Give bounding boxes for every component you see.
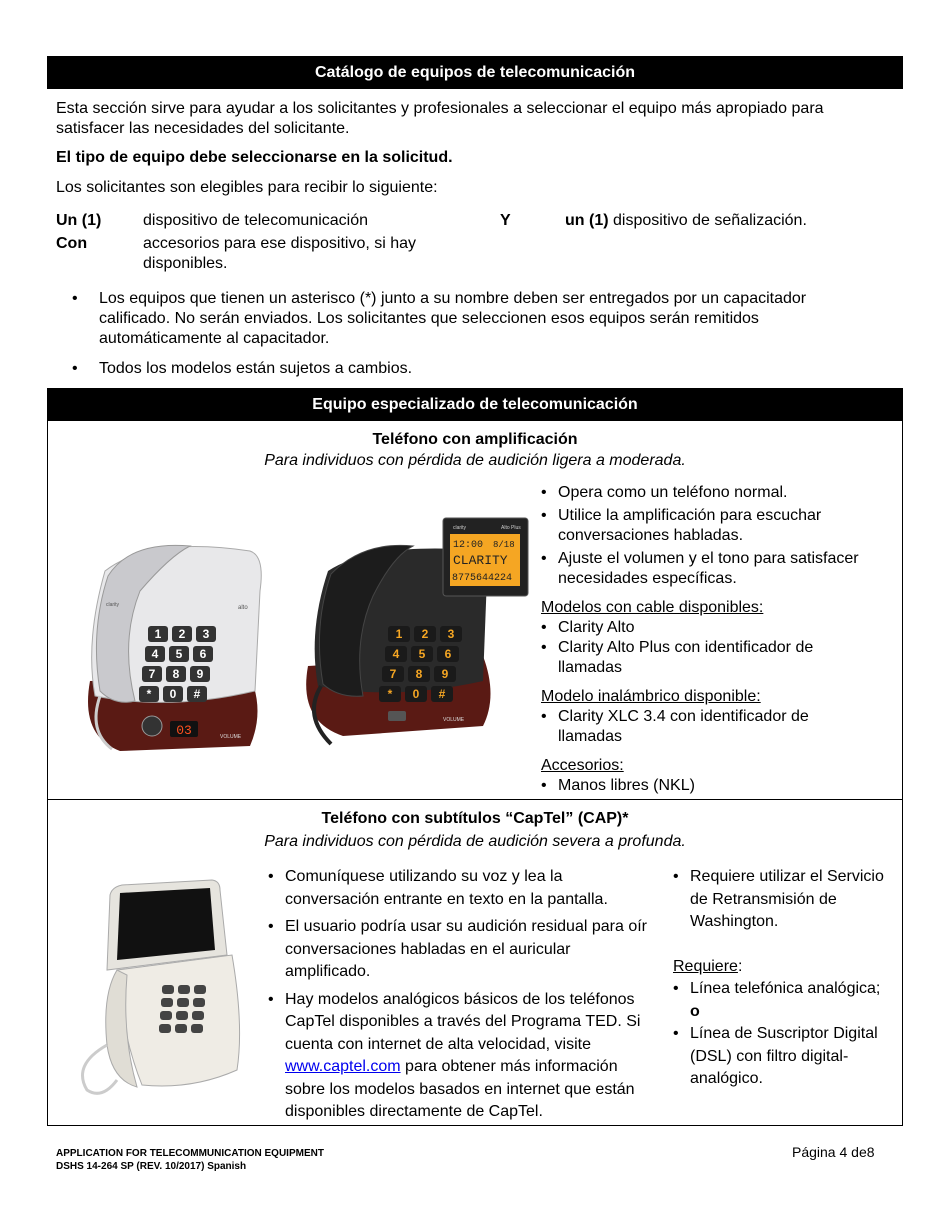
corded-heading: Modelos con cable disponibles:: [541, 599, 764, 616]
phone1-brand: clarity: [106, 602, 120, 608]
cordless-item: • Clarity XLC 3.4 con identificador de llamadas: [541, 707, 861, 747]
row1-label: Un (1): [56, 212, 102, 229]
catalog-title: Catálogo de equipos de telecomunicación: [47, 56, 903, 89]
keypad-key: [178, 985, 190, 994]
captel-phone-image: [62, 875, 262, 1100]
keypad-key: [161, 998, 173, 1007]
keypad-key-label: 3: [202, 627, 210, 641]
phone1-display: 03: [176, 723, 192, 738]
requirement-or: o: [690, 1002, 700, 1020]
captel-feature-item: • Comuníquese utilizando su voz y lea la conversación entrante en texto en la pantalla.: [268, 866, 658, 911]
intro-description: Esta sección sirve para ayudar a los solicitantes y profesionales a seleccionar el equipo más apropiado para satisfacer las necesidades del solicitante.: [56, 100, 824, 137]
keypad-key-label: 2: [421, 627, 429, 641]
footer-form-name: APPLICATION FOR TELECOMMUNICATION EQUIPMENT: [56, 1148, 324, 1159]
requirement-item: • Línea telefónica analógica; o: [673, 978, 898, 1023]
clarity-alto-phone-image: [60, 531, 275, 761]
keypad-key-label: 0: [169, 687, 177, 701]
keypad-key: [177, 998, 189, 1007]
keypad-key-label: #: [438, 687, 446, 701]
keypad-key: [192, 1011, 204, 1020]
phone2-lcd-number: 8775644224: [452, 573, 513, 584]
row2-text: accesorios para ese dispositivo, si hay disponibles.: [143, 235, 417, 272]
keypad-key: [162, 985, 174, 994]
keypad-key-label: *: [146, 687, 152, 701]
intro-bullet: • Los equipos que tienen un asterisco (*) junto a su nombre deben ser entregados por un capacitador calificado. No serán enviados. Los solicitantes que seleccionen esos equipos serán remitidos automáticamente al capacitador.: [72, 290, 807, 347]
phone1-volume-label: VOLUME: [220, 734, 242, 740]
captel-title: Teléfono con subtítulos “CapTel” (CAP)*: [321, 810, 629, 827]
requires-heading: Requiere: [673, 957, 738, 975]
keypad-key-label: 6: [199, 647, 207, 661]
captel-section: [47, 799, 903, 1126]
requires-heading-wrap: Requiere:: [673, 957, 743, 975]
row1-right-text: dispositivo de señalización.: [613, 212, 807, 229]
amplified-phone-section: [47, 421, 903, 800]
relay-requirement: • Requiere utilizar el Servicio de Retransmisión de Washington.: [673, 866, 898, 934]
intro-bullet: • Todos los modelos están sujetos a cambios.: [72, 360, 413, 377]
intro-must-select: El tipo de equipo debe seleccionarse en la solicitud.: [56, 149, 453, 166]
keypad-key-label: 7: [389, 667, 397, 681]
keypad-key-label: *: [387, 687, 393, 701]
row2-label: Con: [56, 235, 88, 252]
corded-item: • Clarity Alto: [541, 618, 861, 638]
row1-right: [565, 211, 807, 231]
keypad-key: [176, 1011, 188, 1020]
intro-bullets: [72, 289, 872, 379]
row1-and: Y: [500, 212, 511, 229]
phone2-lcd-date: 8/18: [493, 540, 515, 550]
feature-item: • Ajuste el volumen y el tono para satisfacer necesidades específicas.: [541, 549, 861, 589]
feature-item: • Utilice la amplificación para escuchar conversaciones habladas.: [541, 506, 861, 546]
feature-item: • Opera como un teléfono normal.: [541, 483, 861, 503]
keypad-key-label: 4: [151, 647, 159, 661]
amplified-details: [541, 483, 861, 796]
accessories-list: [541, 776, 861, 796]
keypad-key-label: 6: [444, 647, 452, 661]
keypad-key-label: 1: [395, 627, 403, 641]
phone2-lcd-name: CLARITY: [453, 553, 508, 568]
corded-item: • Clarity Alto Plus con identificador de llamadas: [541, 638, 861, 678]
keypad-key-label: 7: [148, 667, 156, 681]
row1-right-bold: un (1): [565, 212, 609, 229]
section-title: Equipo especializado de telecomunicación: [47, 388, 903, 421]
corded-list: [541, 618, 861, 678]
amplified-subtitle: Para individuos con pérdida de audición ligera a moderada.: [264, 452, 686, 469]
accessory-item: • Manos libres (NKL): [541, 776, 861, 796]
phone2-lcd-time: 12:00: [453, 540, 484, 551]
phone2-volume-label: VOLUME: [443, 717, 465, 723]
captel-website-link[interactable]: www.captel.com: [285, 1058, 401, 1075]
cordless-list: [541, 707, 861, 747]
footer-form-number: DSHS 14-264 SP (REV. 10/2017) Spanish: [56, 1161, 247, 1172]
keypad-key: [194, 985, 206, 994]
captel-feature-item: • Hay modelos analógicos básicos de los teléfonos CapTel disponibles a través del Programa TED. Si cuenta con internet de alta velocidad, visite www.captel.com para obtener más información sobre los modelos basados en internet que están disponibles directamente de CapTel.: [268, 989, 658, 1124]
keypad-key-label: 8: [172, 667, 180, 681]
captel-subtitle: Para individuos con pérdida de audición severa a profunda.: [264, 833, 686, 850]
phone2-model: Alto Plus: [501, 525, 521, 531]
accessories-heading: Accesorios:: [541, 757, 624, 774]
keypad-key: [159, 1024, 171, 1033]
keypad-key-label: 9: [441, 667, 449, 681]
cordless-heading: Modelo inalámbrico disponible:: [541, 688, 761, 705]
keypad-key: [191, 1024, 203, 1033]
keypad-key-label: 3: [447, 627, 455, 641]
captel-requirements: [673, 866, 898, 1091]
captel-features: [268, 866, 658, 1124]
phone1-model: alto: [238, 605, 248, 611]
intro-eligible: Los solicitantes son elegibles para recibir lo siguiente:: [56, 179, 438, 196]
keypad-key-label: 5: [418, 647, 426, 661]
keypad-key: [193, 998, 205, 1007]
keypad-key-label: 4: [392, 647, 400, 661]
keypad-key-label: 2: [178, 627, 186, 641]
keypad-key-label: 5: [175, 647, 183, 661]
captel-feature-item: • El usuario podría usar su audición residual para oír conversaciones habladas en el auricular amplificado.: [268, 916, 658, 984]
keypad-key-label: 0: [412, 687, 420, 701]
clarity-alto-plus-phone-image: [273, 516, 538, 756]
keypad-key: [160, 1011, 172, 1020]
keypad-key-label: 8: [415, 667, 423, 681]
amplified-features: [541, 483, 861, 589]
phone2-brand: clarity: [453, 525, 467, 531]
requirement-item: • Línea de Suscriptor Digital (DSL) con filtro digital-analógico.: [673, 1023, 898, 1091]
keypad-key: [175, 1024, 187, 1033]
keypad-key-label: 9: [196, 667, 204, 681]
row1-text: dispositivo de telecomunicación: [143, 212, 369, 229]
amplified-title: Teléfono con amplificación: [372, 431, 578, 448]
keypad-key-label: 1: [154, 627, 162, 641]
page-number: Página 4 de8: [792, 1144, 875, 1160]
keypad-key-label: #: [193, 687, 201, 701]
